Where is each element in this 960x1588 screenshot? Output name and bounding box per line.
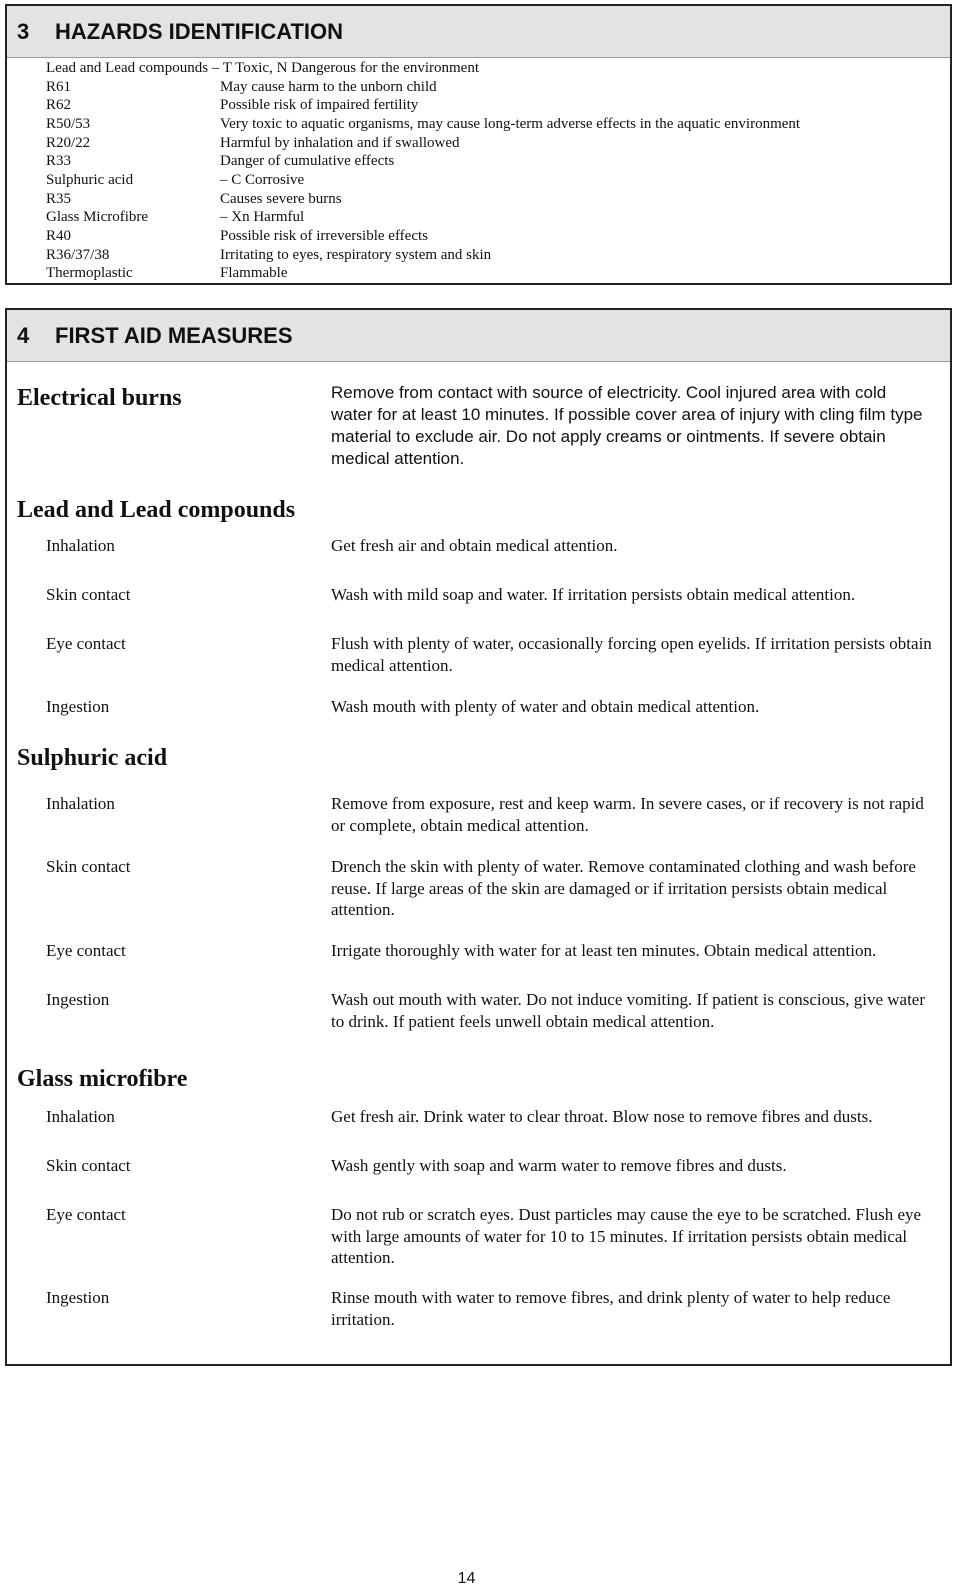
hazards-header	[7, 6, 950, 58]
hazard-desc: – C Corrosive	[220, 172, 305, 188]
measure-label: Skin contact	[46, 585, 131, 604]
measure-label: Ingestion	[46, 697, 110, 716]
first-aid-section	[5, 308, 952, 1366]
measure-label: Inhalation	[46, 536, 115, 555]
hazard-desc: Causes severe burns	[220, 191, 342, 207]
measure-label: Eye contact	[46, 1205, 126, 1224]
page-number: 14	[457, 1570, 476, 1587]
group-title: Lead and Lead compounds	[17, 497, 296, 523]
measure-text: Wash out mouth with water. Do not induce vomiting. If patient is conscious, give water to drink. If patient feels unwell obtain medical attention.	[331, 990, 925, 1031]
measure-text: Wash gently with soap and warm water to remove fibres and dusts.	[331, 1156, 787, 1175]
hazard-code: R40	[46, 228, 72, 244]
hazard-code: Sulphuric acid	[46, 172, 134, 188]
measure-label: Eye contact	[46, 634, 126, 653]
group-title: Glass microfibre	[17, 1066, 188, 1092]
measure-label: Skin contact	[46, 857, 131, 876]
group-text: Remove from contact with source of electricity. Cool injured area with cold water for at least 10 minutes. If possible cover area of injury with cling film type material to exclude air. Do not apply creams or ointments. If severe obtain medical attention.	[331, 383, 923, 468]
measure-label: Inhalation	[46, 794, 115, 813]
measure-text: Do not rub or scratch eyes. Dust particles may cause the eye to be scratched. Flush eye with large amounts of water for 10 to 15 minutes. If irritation persists obtain medical attention.	[331, 1205, 922, 1267]
hazard-code: Glass Microfibre	[46, 209, 149, 225]
group-title: Electrical burns	[17, 385, 182, 411]
group-title: Sulphuric acid	[17, 745, 168, 771]
section-number: 4	[17, 322, 30, 348]
hazard-desc: Harmful by inhalation and if swallowed	[220, 135, 460, 151]
hazard-code: Thermoplastic	[46, 265, 133, 281]
hazard-desc: Possible risk of impaired fertility	[220, 97, 419, 113]
section-number: 3	[17, 18, 30, 44]
hazard-code: R62	[46, 97, 72, 113]
measure-text: Get fresh air. Drink water to clear throat. Blow nose to remove fibres and dusts.	[331, 1107, 873, 1126]
hazard-desc: May cause harm to the unborn child	[220, 79, 437, 95]
measure-label: Ingestion	[46, 990, 110, 1009]
hazard-code: Lead and Lead compounds – T Toxic, N Dangerous for the environment	[46, 60, 480, 76]
hazard-desc: Possible risk of irreversible effects	[220, 228, 429, 244]
hazard-code: R50/53	[46, 116, 91, 132]
hazard-desc: Irritating to eyes, respiratory system and skin	[220, 247, 492, 263]
measure-text: Flush with plenty of water, occasionally forcing open eyelids. If irritation persists obtain medical attention.	[331, 634, 932, 675]
measure-text: Remove from exposure, rest and keep warm. In severe cases, or if recovery is not rapid or complete, obtain medical attention.	[331, 794, 924, 835]
measure-label: Eye contact	[46, 941, 126, 960]
measure-text: Get fresh air and obtain medical attention.	[331, 536, 618, 555]
section-title: FIRST AID MEASURES	[55, 322, 293, 348]
measure-text: Wash with mild soap and water. If irritation persists obtain medical attention.	[331, 585, 856, 604]
measure-text: Irrigate thoroughly with water for at least ten minutes. Obtain medical attention.	[331, 941, 877, 960]
measure-label: Ingestion	[46, 1288, 110, 1307]
hazard-code: R61	[46, 79, 72, 95]
hazard-code: R36/37/38	[46, 247, 110, 263]
section-title: HAZARDS IDENTIFICATION	[55, 18, 344, 44]
hazard-desc: Very toxic to aquatic organisms, may cause long-term adverse effects in the aquatic environment	[220, 116, 801, 132]
measure-text: Drench the skin with plenty of water. Remove contaminated clothing and wash before reuse. If large areas of the skin are damaged or if irritation persists obtain medical attention.	[331, 857, 916, 919]
hazard-code: R33	[46, 153, 72, 169]
hazard-code: R20/22	[46, 135, 91, 151]
hazard-desc: Danger of cumulative effects	[220, 153, 395, 169]
measure-label: Inhalation	[46, 1107, 115, 1126]
measure-text: Rinse mouth with water to remove fibres, and drink plenty of water to help reduce irritation.	[331, 1288, 891, 1329]
hazard-desc: – Xn Harmful	[220, 209, 305, 225]
first-aid-header	[7, 310, 950, 362]
hazard-code: R35	[46, 191, 72, 207]
hazards-section	[5, 4, 952, 285]
measure-label: Skin contact	[46, 1156, 131, 1175]
hazard-desc: Flammable	[220, 265, 288, 281]
measure-text: Wash mouth with plenty of water and obtain medical attention.	[331, 697, 760, 716]
